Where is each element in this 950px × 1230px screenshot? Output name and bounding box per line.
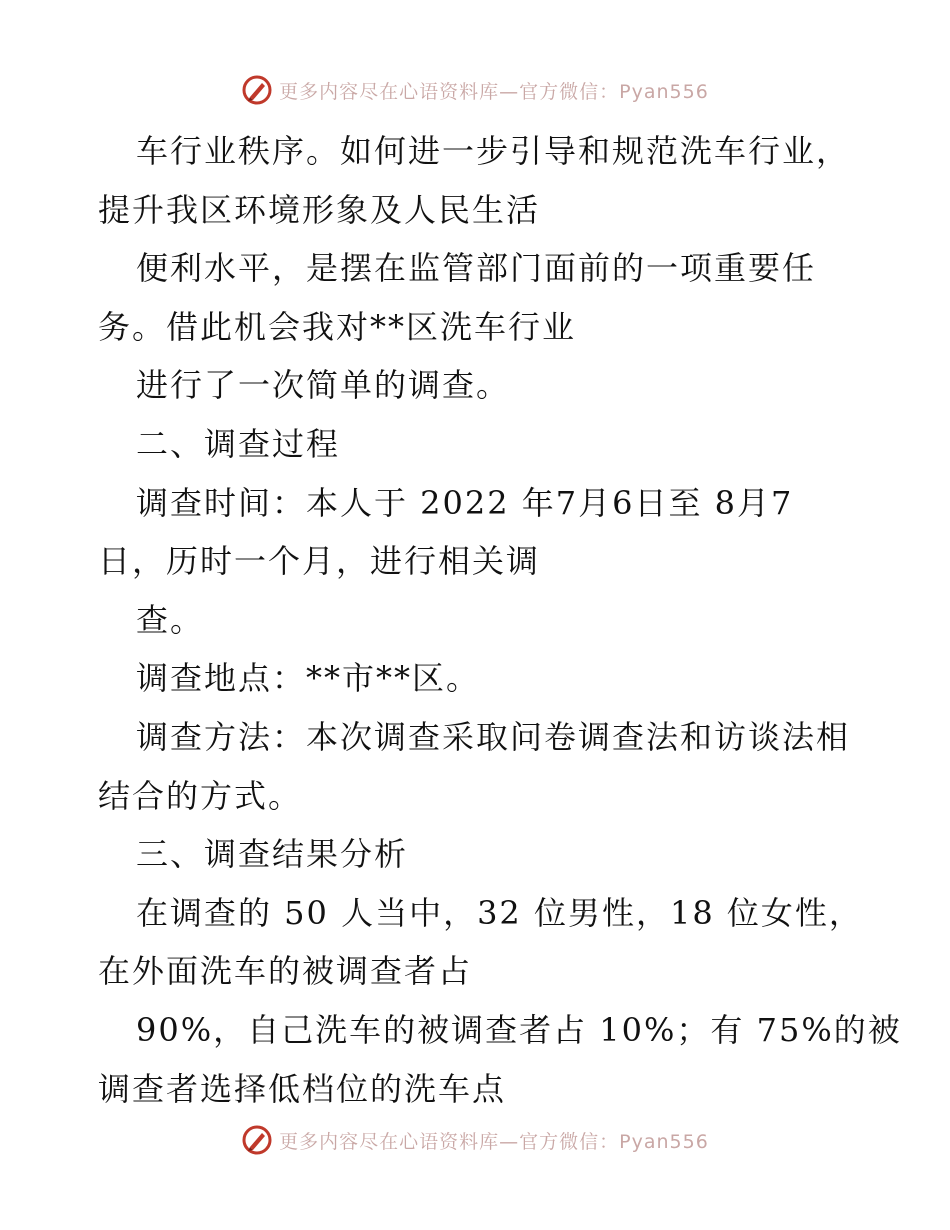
text-line: 车行业秩序。如何进一步引导和规范洗车行业，	[136, 132, 851, 170]
text-line: 查。	[136, 600, 205, 639]
text-line: 调查方法：本次调查采取问卷调查法和访谈法相	[136, 717, 851, 756]
document-body	[98, 122, 902, 1118]
text-line: 务。借此机会我对**区洗车行业	[98, 307, 577, 346]
text-line: 便利水平，是摆在监管部门面前的一项重要任	[136, 249, 817, 288]
text-line: 调查地点：**市**区。	[136, 659, 481, 698]
text-line: 在外面洗车的被调查者占	[98, 952, 473, 991]
header-banner	[0, 70, 950, 110]
text-line: 在调查的 50 人当中，32 位男性，18 位女性，	[136, 893, 863, 932]
pen-logo-icon	[241, 74, 273, 106]
banner-text: 更多内容尽在心语资料库—官方微信：Pyan556	[279, 80, 709, 103]
section-heading: 二、调查过程	[136, 424, 341, 463]
pen-logo-icon	[241, 1124, 273, 1156]
text-line: 调查者选择低档位的洗车点	[98, 1069, 507, 1108]
banner-text: 更多内容尽在心语资料库—官方微信：Pyan556	[279, 1130, 709, 1153]
footer-banner	[0, 1120, 950, 1160]
text-line: 90%，自己洗车的被调查者占 10%；有 75%的被	[136, 1010, 902, 1049]
text-line: 结合的方式。	[98, 776, 303, 815]
text-line: 调查时间：本人于 2022 年7月6日至 8月7	[136, 483, 794, 522]
text-line: 日，历时一个月，进行相关调	[98, 542, 541, 581]
section-heading: 三、调查结果分析	[136, 835, 409, 874]
text-line: 进行了一次简单的调查。	[136, 366, 511, 405]
text-line: 提升我区环境形象及人民生活	[98, 190, 541, 229]
